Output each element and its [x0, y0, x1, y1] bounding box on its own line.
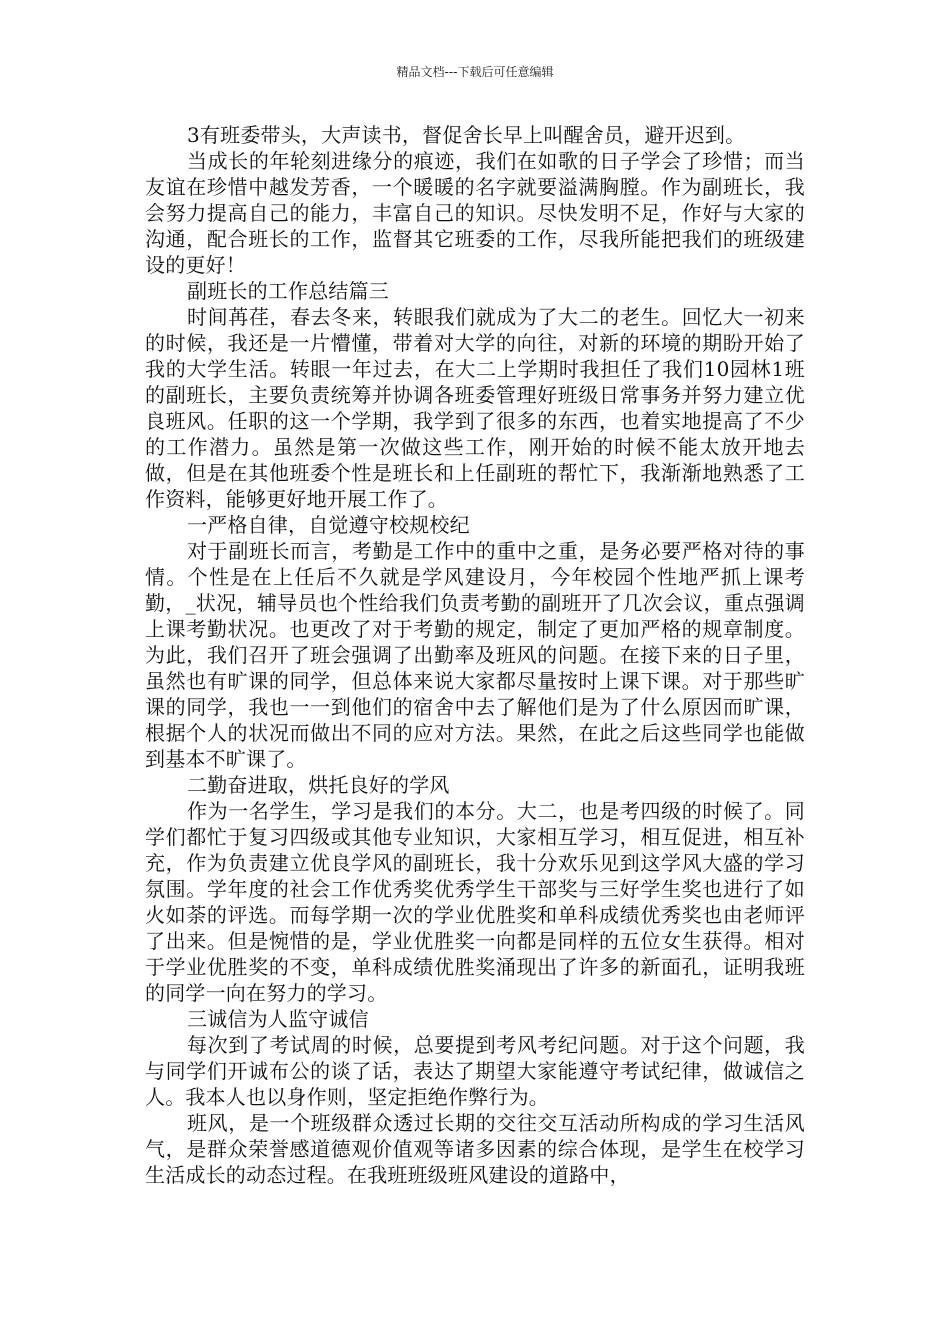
page-header: 精品文档---下载后可任意编辑: [396, 65, 554, 79]
paragraph: 当成长的年轮刻进缘分的痕迹，我们在如歌的日子学会了珍惜；而当友谊在珍惜中越发芳香，一个暖暖的名字就要溢满胸膛。作为副班长，我会努力提高自己的能力，丰富自己的知识。尽快发明不足，作好与大家的沟通，配合班长的工作，监督其它班委的工作，尽我所能把我们的班级建设的更好！: [145, 149, 805, 277]
paragraph: 3有班委带头，大声读书，督促舍长早上叫醒舍员，避开迟到。: [187, 123, 746, 147]
paragraph: 班风，是一个班级群众透过长期的交往交互活动所构成的学习生活风气，是群众荣誉感道德观价值观等诸多因素的综合体现，是学生在校学习生活成长的动态过程。在我班班级班风建设的道路中，: [145, 1111, 805, 1187]
paragraph: 时间苒荏，春去冬来，转眼我们就成为了大二的老生。回忆大一初来的时候，我还是一片懵懂，带着对大学的向往，对新的环境的期盼开始了我的大学生活。转眼一年过去，在大二上学期时我担任了我们10园林1班的副班长，主要负责统筹并协调各班委管理好班级日常事务并努力建立优良班风。任职的这一个学期，我学到了很多的东西，也着实地提高了不少的工作潜力。虽然是第一次做这些工作，刚开始的时候不能太放开地去做，但是在其他班委个性是班长和上任副班的帮忙下，我渐渐地熟悉了工作资料，能够更好地开展工作了。: [145, 305, 805, 511]
section-heading: 二勤奋进取，烘托良好的学风: [187, 773, 450, 797]
paragraph: 作为一名学生，学习是我们的本分。大二，也是考四级的时候了。同学们都忙于复习四级或其他专业知识，大家相互学习，相互促进，相互补充，作为负责建立优良学风的副班长，我十分欢乐见到这学风大盛的学习氛围。学年度的社会工作优秀奖优秀学生干部奖与三好学生奖也进行了如火如荼的评选。而每学期一次的学业优胜奖和单科成绩优秀奖也由老师评了出来。但是惋惜的是，学业优胜奖一向都是同样的五位女生获得。相对于学业优胜奖的不变，单科成绩优胜奖涌现出了许多的新面孔，证明我班的同学一向在努力的学习。: [145, 799, 805, 1005]
section-heading: 副班长的工作总结篇三: [187, 279, 389, 303]
section-heading: 三诚信为人监守诚信: [187, 1007, 369, 1031]
section-heading: 一严格自律，自觉遵守校规校纪: [187, 513, 470, 537]
document-body: [145, 122, 805, 1188]
paragraph: 对于副班长而言，考勤是工作中的重中之重，是务必要严格对待的事情。个性是在上任后不久就是学风建设月，今年校园个性地严抓上课考勤，_状况，辅导员也个性给我们负责考勤的副班开了几次会议，重点强调上课考勤状况。也更改了对于考勤的规定，制定了更加严格的规章制度。为此，我们召开了班会强调了出勤率及班风的问题。在接下来的日子里，虽然也有旷课的同学，但总体来说大家都尽量按时上课下课。对于那些旷课的同学，我也一一到他们的宿舍中去了解他们是为了什么原因而旷课，根据个人的状况而做出不同的应对方法。果然，在此之后这些同学也能做到基本不旷课了。: [145, 539, 805, 771]
paragraph: 每次到了考试周的时候，总要提到考风考纪问题。对于这个问题，我与同学们开诚布公的谈了话，表达了期望大家能遵守考试纪律，做诚信之人。我本人也以身作则，坚定拒绝作弊行为。: [145, 1033, 805, 1109]
